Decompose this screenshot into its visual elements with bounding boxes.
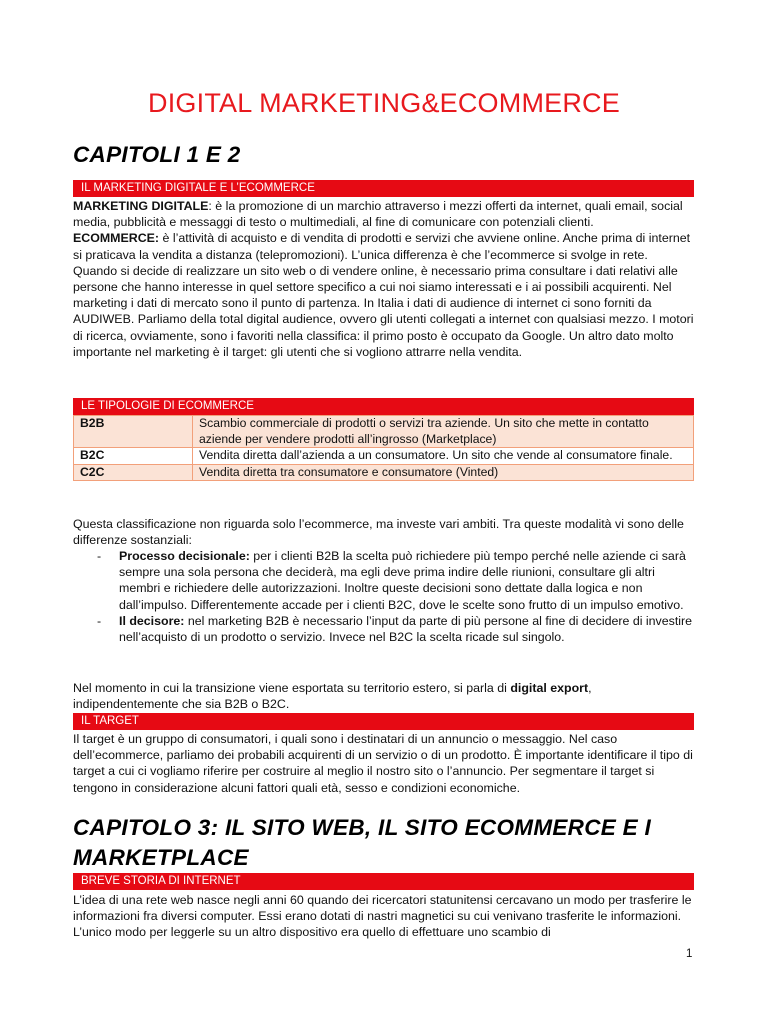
paragraph-classificazione: Questa classificazione non riguarda solo l’ecommerce, ma investe vari ambiti. Tra queste modalità vi sono delle differenze sostanziali: — [73, 517, 684, 548]
table-row — [74, 448, 694, 465]
bullet-term: Processo decisionale: — [119, 549, 250, 563]
ecommerce-types-table — [73, 415, 694, 481]
term-ecommerce: ECOMMERCE: — [73, 231, 160, 246]
bullet-text: nel marketing B2B è necessario l’input da parte di più persone al fine di decidere di investire nell’acquisto di un prodotto o servizio. Invece nel B2C la scelta ricade sul singolo. — [119, 613, 693, 645]
chapter-heading-3: CAPITOLO 3: IL SITO WEB, IL SITO ECOMMERCE E I MARKETPLACE — [73, 815, 652, 870]
type-desc: Vendita diretta tra consumatore e consumatore (Vinted) — [193, 464, 694, 481]
paragraph-storia: L’idea di una rete web nasce negli anni 60 quando dei ricercatori statunitensi cercavano un modo per trasferire le informazioni fra diversi computer. Essi erano dotati di nastri magnetici su cui venivano trasferite le informazioni. L’unico modo per leggerle su un altro dispositivo era quello di effettuare uno scambio di — [73, 893, 692, 940]
page-number: 1 — [686, 948, 693, 960]
table-row — [74, 416, 694, 448]
term-marketing-digitale: MARKETING DIGITALE — [73, 199, 209, 213]
definition-ecommerce-text: è l’attività di acquisto e di vendita di prodotti e servizi che avviene online. Anche prima di internet si praticava la vendita a distanza (telepromozioni). L’unica differenza è che l’ecommerce si svolge in rete. — [73, 231, 691, 262]
type-desc: Scambio commerciale di prodotti o servizi tra aziende. Un sito che mette in contatto aziende per vendere prodotti all’ingrosso (Marketplace) — [193, 416, 694, 448]
table-row — [74, 464, 694, 481]
bullet-text: per i clienti B2B la scelta può richiedere più tempo perché nelle aziende ci sarà sempre una sola persona che deciderà, ma egli deve prima indire delle riunioni, consultare gli altri membri e richiedere delle autorizzazioni. Inoltre queste decisioni sono dettate dalla logica e non dall’impulso. Differentemente accade per i clienti B2C, dove le scelte sono frutto di un impulso emotivo. — [119, 549, 686, 612]
export-text-start: Nel momento in cui la transizione viene esportata su territorio estero, si parla di — [73, 681, 511, 695]
chapter-heading-1-2: CAPITOLI 1 E 2 — [73, 142, 241, 167]
section-bar-target: IL TARGET — [73, 713, 694, 730]
differences-list — [73, 548, 697, 645]
bullet-term: Il decisore: — [119, 613, 185, 628]
document-title: DIGITAL MARKETING&ECOMMERCE — [148, 88, 620, 118]
export-text-end: , indipendentemente che sia B2B o B2C. — [73, 681, 592, 712]
paragraph-audience: Quando si decide di realizzare un sito web o di vendere online, è necessario prima consultare i dati relativi alle persone che hanno interesse in quel settore specifico a cui noi siamo interessati e i ai possibili acquirenti. Nel marketing i dati di mercato sono il punto di partenza. In Italia i dati di audience di internet ci sono forniti da AUDIWEB. Parliamo della total digital audience, ovvero gli utenti collegati a internet con qualsiasi mezzo. I motori di ricerca, ovviamente, sono i favoriti nella classifica: il primo posto è occupato da Google. Un altro dato molto importante nel marketing è il target: gli utenti che si vogliono attrarre nella vendita. — [73, 263, 694, 359]
section-bar-storia-internet: BREVE STORIA DI INTERNET — [73, 873, 694, 890]
type-key: B2C — [74, 448, 193, 465]
definition-marketing — [73, 198, 697, 230]
section-bar-marketing-digitale: IL MARKETING DIGITALE E L’ECOMMERCE — [73, 180, 694, 197]
term-digital-export: digital export — [510, 681, 589, 695]
section-bar-tipologie: LE TIPOLOGIE DI ECOMMERCE — [73, 398, 694, 415]
section-body-marketing — [73, 198, 697, 360]
type-key: C2C — [74, 464, 193, 481]
bullet-dash: - — [97, 549, 102, 563]
list-item — [73, 613, 697, 645]
bullet-dash: - — [97, 613, 102, 628]
definition-ecommerce — [73, 230, 697, 262]
paragraph-digital-export — [73, 680, 697, 712]
paragraph-target: Il target è un gruppo di consumatori, i quali sono i destinatari di un annuncio o messaggio. Nel caso dell’ecommerce, parliamo dei probabili acquirenti di un servizio o di un prodotto. È importante identificare il tipo di target a cui ci vogliamo riferire per costruire al meglio il nostro sito o l’annuncio. Per segmentare il target si tengono in considerazione alcuni fattori quali età, sesso e condizioni economiche. — [73, 732, 693, 795]
type-desc: Vendita diretta dall’azienda a un consumatore. Un sito che vende al consumatore finale. — [193, 448, 694, 465]
definition-marketing-text: : è la promozione di un marchio attraverso i mezzi offerti da internet, quali email, social media, pubblicità e messaggi di testo o multimediali, al fine di comunicare con potenziali clienti. — [73, 199, 683, 230]
type-key: B2B — [74, 416, 193, 448]
list-item — [73, 548, 697, 613]
